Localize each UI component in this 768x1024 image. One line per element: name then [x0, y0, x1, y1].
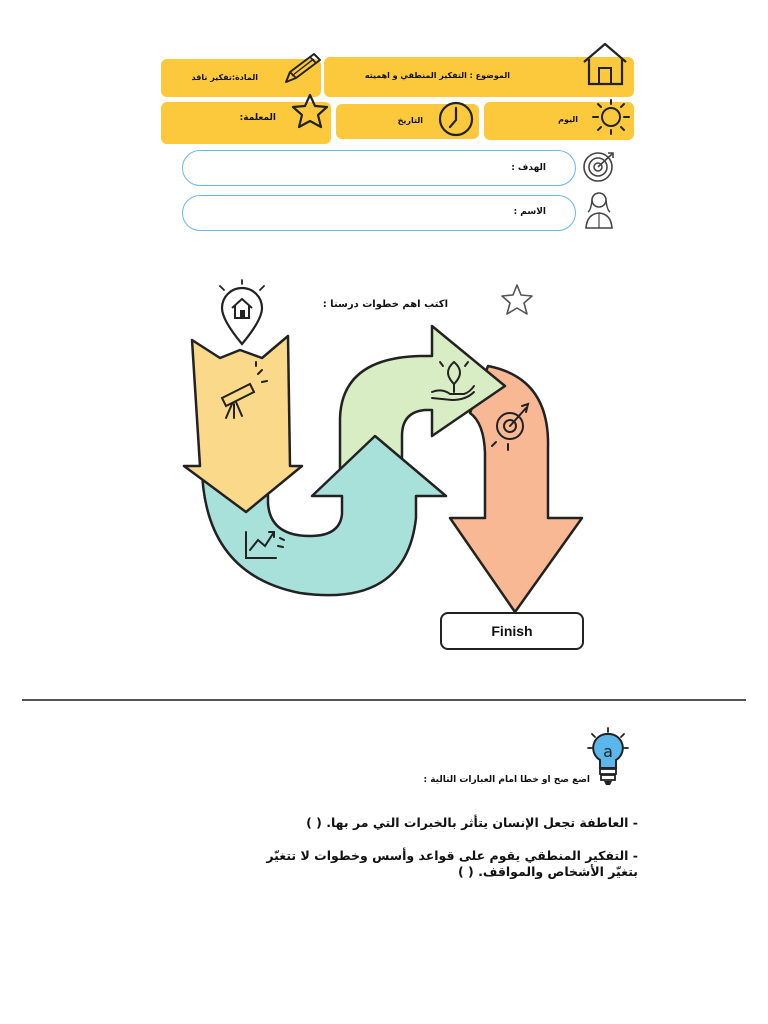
date-label: التاريخ: [397, 116, 423, 125]
teacher-label: المعلمة:: [239, 113, 276, 123]
yellow-arrow: [184, 336, 302, 512]
topic-label: الموضوع : التفكير المنطقي و اهميته: [364, 71, 510, 80]
svg-text:a: a: [603, 742, 613, 761]
bulb-icon: [586, 726, 630, 790]
goal-label: الهدف :: [511, 163, 546, 173]
star-icon: [290, 92, 330, 130]
pencil-icon: [282, 50, 324, 86]
exercise-instruction: اضع صح او خطا امام العبارات التالية :: [423, 775, 590, 785]
day-label: اليوم: [558, 115, 578, 124]
person-icon: [582, 188, 616, 230]
target-icon: [580, 148, 618, 184]
steps-arrows-diagram: [170, 318, 590, 618]
name-label: الاسم :: [513, 207, 546, 217]
section-divider: [22, 699, 746, 701]
course-label: المادة:تفكير ناقد: [191, 73, 258, 82]
clock-icon: [436, 100, 476, 138]
steps-prompt: اكتب اهم خطوات درسنا :: [322, 299, 448, 310]
finish-box: Finish: [440, 612, 584, 650]
star-doodle-icon: [496, 282, 538, 318]
house-icon: [580, 40, 630, 88]
statement-2: - التفكير المنطقي يقوم على قواعد وأسس وخطوات لا تتغيّر بتغيّر الأشخاص والمواقف. ( ): [266, 848, 638, 879]
sun-icon: [588, 96, 634, 138]
statement-1: - العاطفة تجعل الإنسان يتأثر بالخبرات التي مر بها. ( ): [306, 815, 638, 830]
